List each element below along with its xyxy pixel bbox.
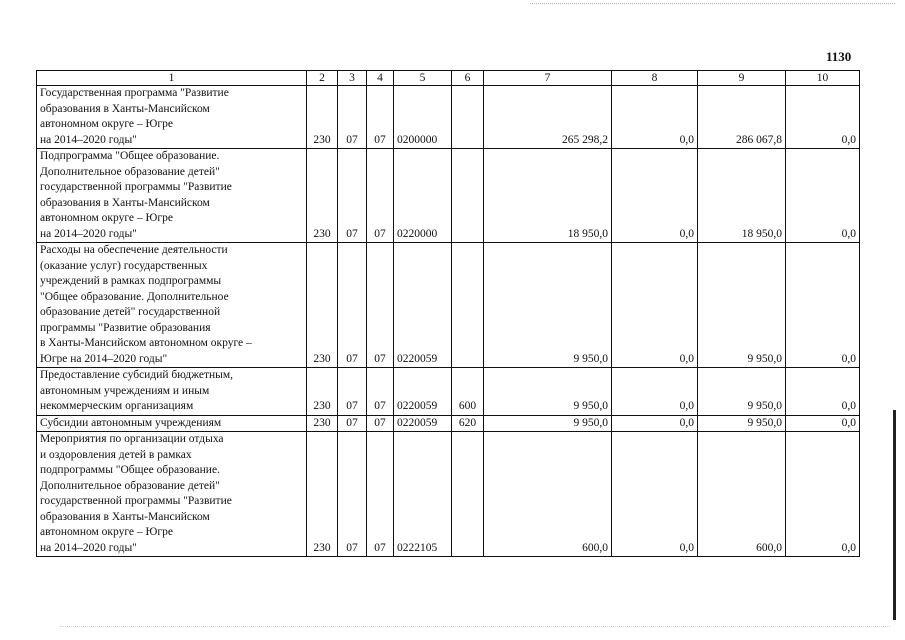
row-name: Расходы на обеспечение деятельности (оказание услуг) государственных учреждений в рамках подпрограммы "Общее образование. Дополнительное образование детей" государственной программы "Развитие образования в Ханты-Мансийском автономном округе – Югре на 2014–2020 годы" bbox=[37, 243, 307, 368]
cell-code-2: 230 bbox=[307, 86, 338, 149]
cell-code-2: 230 bbox=[307, 432, 338, 557]
cell-code-5: 0222105 bbox=[394, 432, 452, 557]
cell-code-6 bbox=[452, 86, 484, 149]
cell-value-7: 9 950,0 bbox=[484, 243, 612, 368]
cell-code-3: 07 bbox=[338, 432, 367, 557]
table-row bbox=[37, 149, 860, 243]
scan-artifact-bottom bbox=[60, 626, 890, 630]
cell-value-8: 0,0 bbox=[612, 86, 698, 149]
row-name: Субсидии автономным учреждениям bbox=[37, 415, 307, 432]
col-header-4: 4 bbox=[367, 71, 394, 86]
cell-value-10: 0,0 bbox=[786, 368, 860, 416]
col-header-7: 7 bbox=[484, 71, 612, 86]
cell-value-8: 0,0 bbox=[612, 415, 698, 432]
row-name: Государственная программа "Развитие образования в Ханты-Мансийском автономном округе – Югре на 2014–2020 годы" bbox=[37, 86, 307, 149]
cell-code-6 bbox=[452, 432, 484, 557]
col-header-10: 10 bbox=[786, 71, 860, 86]
cell-value-7: 265 298,2 bbox=[484, 86, 612, 149]
scan-artifact-top bbox=[530, 3, 895, 9]
cell-code-4: 07 bbox=[367, 415, 394, 432]
cell-code-6: 600 bbox=[452, 368, 484, 416]
cell-value-7: 18 950,0 bbox=[484, 149, 612, 243]
cell-code-5: 0220000 bbox=[394, 149, 452, 243]
col-header-9: 9 bbox=[698, 71, 786, 86]
cell-code-2: 230 bbox=[307, 368, 338, 416]
row-name: Подпрограмма "Общее образование. Дополнительное образование детей" государственной программы "Развитие образования в Ханты-Мансийском автономном округе – Югре на 2014–2020 годы" bbox=[37, 149, 307, 243]
budget-table bbox=[36, 70, 860, 557]
cell-code-5: 0220059 bbox=[394, 415, 452, 432]
cell-value-8: 0,0 bbox=[612, 243, 698, 368]
cell-value-7: 9 950,0 bbox=[484, 415, 612, 432]
cell-code-3: 07 bbox=[338, 86, 367, 149]
cell-value-10: 0,0 bbox=[786, 432, 860, 557]
cell-code-2: 230 bbox=[307, 415, 338, 432]
col-header-3: 3 bbox=[338, 71, 367, 86]
cell-value-7: 9 950,0 bbox=[484, 368, 612, 416]
cell-value-9: 9 950,0 bbox=[698, 415, 786, 432]
col-header-8: 8 bbox=[612, 71, 698, 86]
cell-value-8: 0,0 bbox=[612, 368, 698, 416]
cell-code-3: 07 bbox=[338, 415, 367, 432]
table-row bbox=[37, 368, 860, 416]
cell-code-3: 07 bbox=[338, 368, 367, 416]
cell-value-10: 0,0 bbox=[786, 415, 860, 432]
cell-value-9: 600,0 bbox=[698, 432, 786, 557]
cell-value-9: 18 950,0 bbox=[698, 149, 786, 243]
table-row bbox=[37, 415, 860, 432]
row-name: Предоставление субсидий бюджетным, автономным учреждениям и иным некоммерческим организациям bbox=[37, 368, 307, 416]
cell-code-6 bbox=[452, 149, 484, 243]
cell-code-4: 07 bbox=[367, 243, 394, 368]
cell-value-8: 0,0 bbox=[612, 149, 698, 243]
cell-code-6 bbox=[452, 243, 484, 368]
cell-value-9: 9 950,0 bbox=[698, 368, 786, 416]
col-header-2: 2 bbox=[307, 71, 338, 86]
cell-value-10: 0,0 bbox=[786, 243, 860, 368]
cell-code-5: 0220059 bbox=[394, 368, 452, 416]
cell-value-8: 0,0 bbox=[612, 432, 698, 557]
table-row bbox=[37, 432, 860, 557]
cell-value-9: 9 950,0 bbox=[698, 243, 786, 368]
cell-value-9: 286 067,8 bbox=[698, 86, 786, 149]
header-row bbox=[37, 71, 860, 86]
cell-code-6: 620 bbox=[452, 415, 484, 432]
cell-value-7: 600,0 bbox=[484, 432, 612, 557]
cell-code-5: 0220059 bbox=[394, 243, 452, 368]
cell-code-5: 0200000 bbox=[394, 86, 452, 149]
cell-code-4: 07 bbox=[367, 86, 394, 149]
cell-code-2: 230 bbox=[307, 243, 338, 368]
cell-value-10: 0,0 bbox=[786, 149, 860, 243]
page-number: 1130 bbox=[826, 49, 852, 64]
cell-code-3: 07 bbox=[338, 149, 367, 243]
cell-code-4: 07 bbox=[367, 432, 394, 557]
scan-edge-line bbox=[893, 410, 896, 620]
cell-code-4: 07 bbox=[367, 368, 394, 416]
col-header-6: 6 bbox=[452, 71, 484, 86]
cell-code-3: 07 bbox=[338, 243, 367, 368]
col-header-1: 1 bbox=[37, 71, 307, 86]
cell-value-10: 0,0 bbox=[786, 86, 860, 149]
table-row bbox=[37, 86, 860, 149]
table-row bbox=[37, 243, 860, 368]
cell-code-4: 07 bbox=[367, 149, 394, 243]
row-name: Мероприятия по организации отдыха и оздоровления детей в рамках подпрограммы "Общее образование. Дополнительное образование детей" государственной программы "Развитие образования в Ханты-Мансийском автономном округе – Югре на 2014–2020 годы" bbox=[37, 432, 307, 557]
col-header-5: 5 bbox=[394, 71, 452, 86]
cell-code-2: 230 bbox=[307, 149, 338, 243]
